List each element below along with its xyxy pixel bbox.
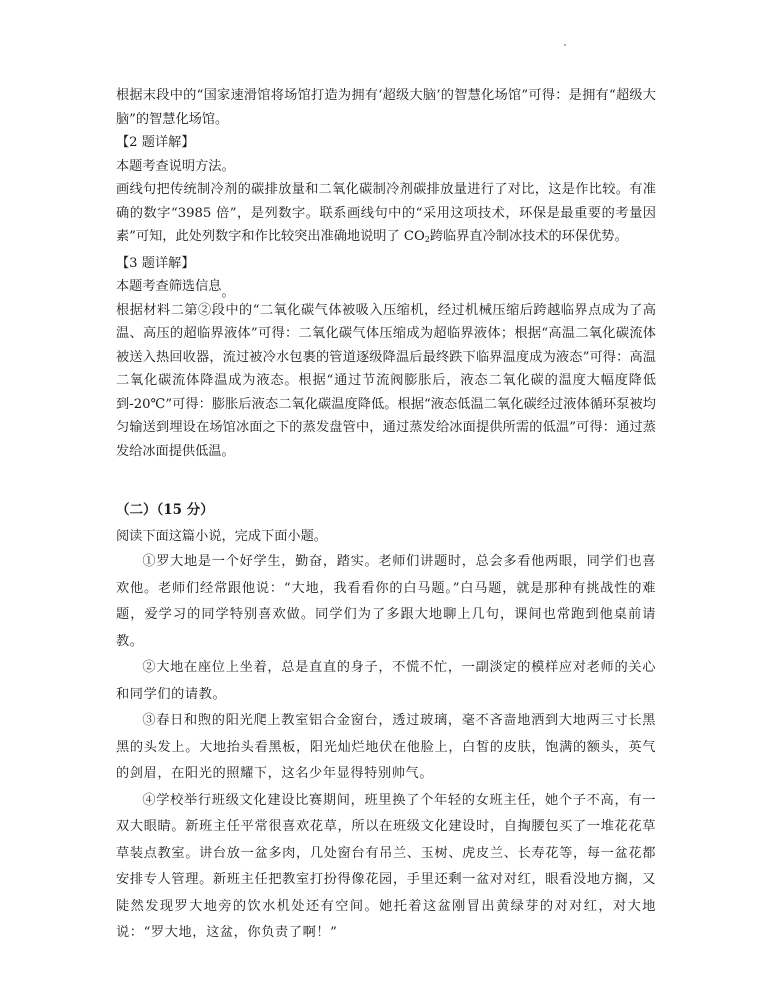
story-paragraph-1: ①罗大地是一个好学生，勤奋，踏实。老师们讲题时，总会多看他两眼，同学们也喜欢他。老师们经常跟他说：“大地，我看看你的白马题。”白马题，就是那种有挑战性的难题，爱学习的同学特别喜欢做。同学们为了多跟大地聊上几句，课间也常跑到他桌前请教。 [116,554,656,649]
story-text [116,549,656,947]
q3-method [116,275,656,299]
q2-heading: 【2 题详解】 [116,135,195,150]
q2-explanation-part2: 跨临界直冷制冰技术的环保优势。 [429,229,628,244]
story-paragraph-4: ④学校举行班级文化建设比赛期间，班里换了个年轻的女班主任，她个子不高，有一双大眼睛。新班主任平常很喜欢花草，所以在班级文化建设时，自掏腰包买了一堆花花草草装点教室。讲台放一盆多肉，几处窗台有吊兰、玉树、虎皮兰、长寿花等，每一盆花都安排专人管理。新班主任把教室打扮得像花园，手里还剩一盆对对红，眼看没地方搁，又陡然发现罗大地旁的饮水机处还有空间。她托着这盆刚冒出黄绿芽的对对红，对大地说：“罗大地，这盆，你负责了啊！” [116,792,656,940]
co2-subscript: 2 [424,235,430,244]
section-intro: 阅读下面这篇小说，完成下面小题。 [116,529,327,544]
q2-method: 本题考查说明方法。 [116,158,235,174]
section-title: （二）（15 分） [116,502,214,518]
q3-method-text: 本题考查筛选信息 [116,279,222,294]
story-paragraph-3: ③春日和煦的阳光爬上教室铝合金窗台，透过玻璃，毫不吝啬地洒到大地两三寸长黑黑的头发上。大地抬头看黑板，阳光灿烂地伏在他脸上，白皙的皮肤，饱满的额头，英气的剑眉，在阳光的照耀下，这名少年显得特别帅气。 [116,713,656,781]
q1-answer-text: 根据末段中的“国家速滑馆将场馆打造为拥有‘超级大脑’的智慧化场馆”可得：是拥有“超级大脑”的智慧化场馆。 [116,88,656,127]
q3-method-period: 。 [221,285,235,300]
q2-explanation-part1: 画线句把传统制冷剂的碳排放量和二氧化碳制冷剂碳排放量进行了对比，这是作比较。有准确的数字“3985 倍”，是列数字。联系画线句中的“采用这项技术，环保是最重要的考量因素”可知，此处列数字和作比较突出准确地说明了 CO [116,182,656,244]
q3-explanation: 根据材料二第②段中的“二氧化碳气体被吸入压缩机，经过机械压缩后跨越临界点成为了高温、高压的超临界液体”可得：二氧化碳气体压缩成为超临界液体；根据“高温二氧化碳流体被送入热回收器，流过被冷水包裹的管道逐级降温后最终跌下临界温度成为液态”可得：高温二氧化碳流体降温成为液态。根据“通过节流阀膨胀后，液态二氧化碳的温度大幅度降低到-20℃”可得：膨胀后液态二氧化碳温度降低。根据“液态低温二氧化碳经过液体循环泵被均匀输送到埋设在场馆冰面之下的蒸发盘管中，通过蒸发给冰面提供所需的低温”可得：通过蒸发给冰面提供低温。 [116,302,656,459]
scan-speck [564,44,566,46]
story-paragraph-2: ②大地在座位上坐着，总是直直的身子，不慌不忙，一副淡定的模样应对老师的关心和同学们的请教。 [116,660,656,702]
q1-answer-block [116,84,656,463]
q3-heading: 【3 题详解】 [116,255,195,271]
q2-explanation [116,178,656,252]
